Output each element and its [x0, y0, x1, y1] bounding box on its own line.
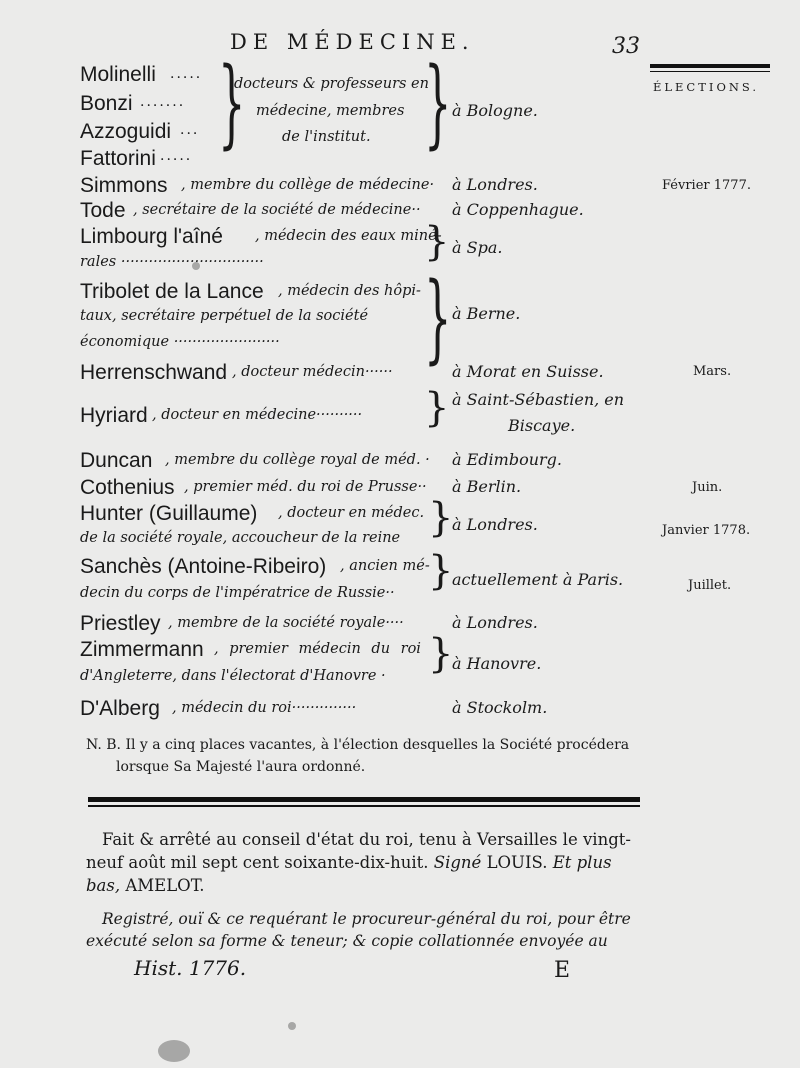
member-city: à Spa.: [452, 238, 503, 257]
margin-heading: ÉLECTIONS.: [653, 80, 760, 94]
member-name: Tribolet de la Lance: [80, 280, 264, 303]
brace: }: [424, 219, 450, 265]
page-number: 33: [612, 34, 640, 59]
member-role-cont: taux, secrétaire perpétuel de la société: [80, 308, 369, 324]
group-name: Fattorini: [80, 147, 156, 170]
member-city: à Morat en Suisse.: [452, 362, 604, 381]
member-city: à Londres.: [452, 613, 538, 632]
brace: }: [428, 548, 454, 594]
member-role: , docteur en médecine··········: [152, 407, 363, 423]
decree-line: Fait & arrêté au conseil d'état du roi, tenu à Versailles le vingt-: [102, 830, 631, 849]
member-role: , médecin des eaux miné-: [255, 228, 442, 244]
leader-dots: ·····: [170, 70, 203, 86]
divider-rule-thin: [88, 805, 640, 807]
group-name: Azzoguidi: [80, 120, 172, 143]
leader-dots: ·······: [140, 98, 186, 114]
brace: }: [424, 47, 452, 159]
group-role: docteurs & professeurs en: [234, 76, 429, 92]
group-name: Molinelli: [80, 63, 156, 86]
member-name: Zimmermann: [80, 638, 204, 661]
member-name: Priestley: [80, 612, 161, 635]
member-name: D'Alberg: [80, 697, 160, 720]
member-role: , docteur en médec.: [278, 505, 425, 521]
member-name: Herrenschwand: [80, 361, 228, 384]
gathering-signature: E: [554, 958, 571, 983]
member-city: à Berlin.: [452, 477, 522, 496]
member-name: Tode: [80, 199, 126, 222]
group-role: de l'institut.: [282, 129, 371, 145]
member-role-cont: d'Angleterre, dans l'électorat d'Hanovre ·: [80, 668, 386, 684]
member-city: à Edimbourg.: [452, 450, 562, 469]
brace: }: [218, 47, 246, 159]
margin-rule: [650, 64, 770, 68]
member-role: , membre du collège de médecine·: [181, 177, 435, 193]
brace: }: [424, 385, 450, 431]
member-name: Cothenius: [80, 476, 175, 499]
member-role: , médecin du roi··············: [172, 700, 357, 716]
member-role-cont: économique ·······················: [80, 334, 280, 350]
brace: }: [428, 495, 454, 541]
leader-dots: ···: [180, 126, 200, 142]
group-role: médecine, membres: [256, 103, 405, 119]
member-name: Simmons: [80, 174, 168, 197]
group-city: à Bologne.: [452, 101, 538, 120]
member-role: , médecin des hôpi-: [278, 283, 421, 299]
election-date: Janvier 1778.: [662, 523, 751, 538]
registration-line: Registré, ouï & ce requérant le procureur-général du roi, pour être: [102, 910, 631, 928]
decree-line: neuf août mil sept cent soixante-dix-huit. Signé LOUIS. Et plus: [86, 853, 612, 872]
member-city: à Berne.: [452, 304, 521, 323]
member-city: à Londres.: [452, 175, 538, 194]
member-city-cont: Biscaye.: [508, 416, 576, 435]
brace: }: [424, 262, 452, 374]
group-name: Bonzi: [80, 92, 133, 115]
election-date: Juillet.: [688, 578, 732, 593]
member-role: , secrétaire de la société de médecine··: [133, 202, 421, 218]
ink-smudge: [158, 1040, 190, 1062]
election-date: Juin.: [692, 480, 723, 495]
member-city: à Hanovre.: [452, 654, 542, 673]
signature-mark: Hist. 1776.: [134, 956, 247, 980]
ink-speck: [288, 1022, 296, 1030]
member-name: Sanchès (Antoine-Ribeiro): [80, 555, 327, 578]
member-city: à Saint-Sébastien, en: [452, 390, 625, 409]
member-role: , premier méd. du roi de Prusse··: [184, 479, 427, 495]
election-date: Février 1777.: [662, 178, 751, 193]
member-name: Hunter (Guillaume): [80, 502, 258, 525]
ink-speck: [192, 262, 200, 270]
decree-line: bas, AMELOT.: [86, 876, 205, 895]
running-header: DE MÉDECINE.: [230, 30, 475, 54]
member-role-cont: rales ·······························: [80, 254, 264, 270]
member-role-cont: decin du corps de l'impératrice de Russie··: [80, 585, 395, 601]
note-line: N. B. Il y a cinq places vacantes, à l'élection desquelles la Société procédera: [86, 737, 630, 753]
member-city: à Londres.: [452, 515, 538, 534]
election-date: Mars.: [693, 364, 732, 379]
member-city: à Coppenhague.: [452, 200, 584, 219]
member-name: Limbourg l'aîné: [80, 225, 223, 248]
registration-line: exécuté selon sa forme & teneur; & copie collationnée envoyée au: [86, 932, 608, 950]
member-role: , docteur médecin······: [232, 364, 393, 380]
leader-dots: ·····: [160, 152, 193, 168]
member-role: , ancien mé-: [340, 558, 430, 574]
note-line: lorsque Sa Majesté l'aura ordonné.: [116, 759, 366, 775]
member-role: , membre du collège royal de méd. ·: [165, 452, 430, 468]
divider-rule: [88, 797, 640, 802]
member-name: Duncan: [80, 449, 153, 472]
member-city: actuellement à Paris.: [452, 570, 624, 589]
member-role: , membre de la société royale····: [168, 615, 404, 631]
member-role: , premier médecin du roi: [214, 641, 421, 657]
member-role-cont: de la société royale, accoucheur de la reine: [80, 530, 401, 546]
margin-rule-thin: [650, 71, 770, 72]
brace: }: [428, 631, 454, 677]
member-city: à Stockolm.: [452, 698, 548, 717]
member-name: Hyriard: [80, 404, 148, 427]
